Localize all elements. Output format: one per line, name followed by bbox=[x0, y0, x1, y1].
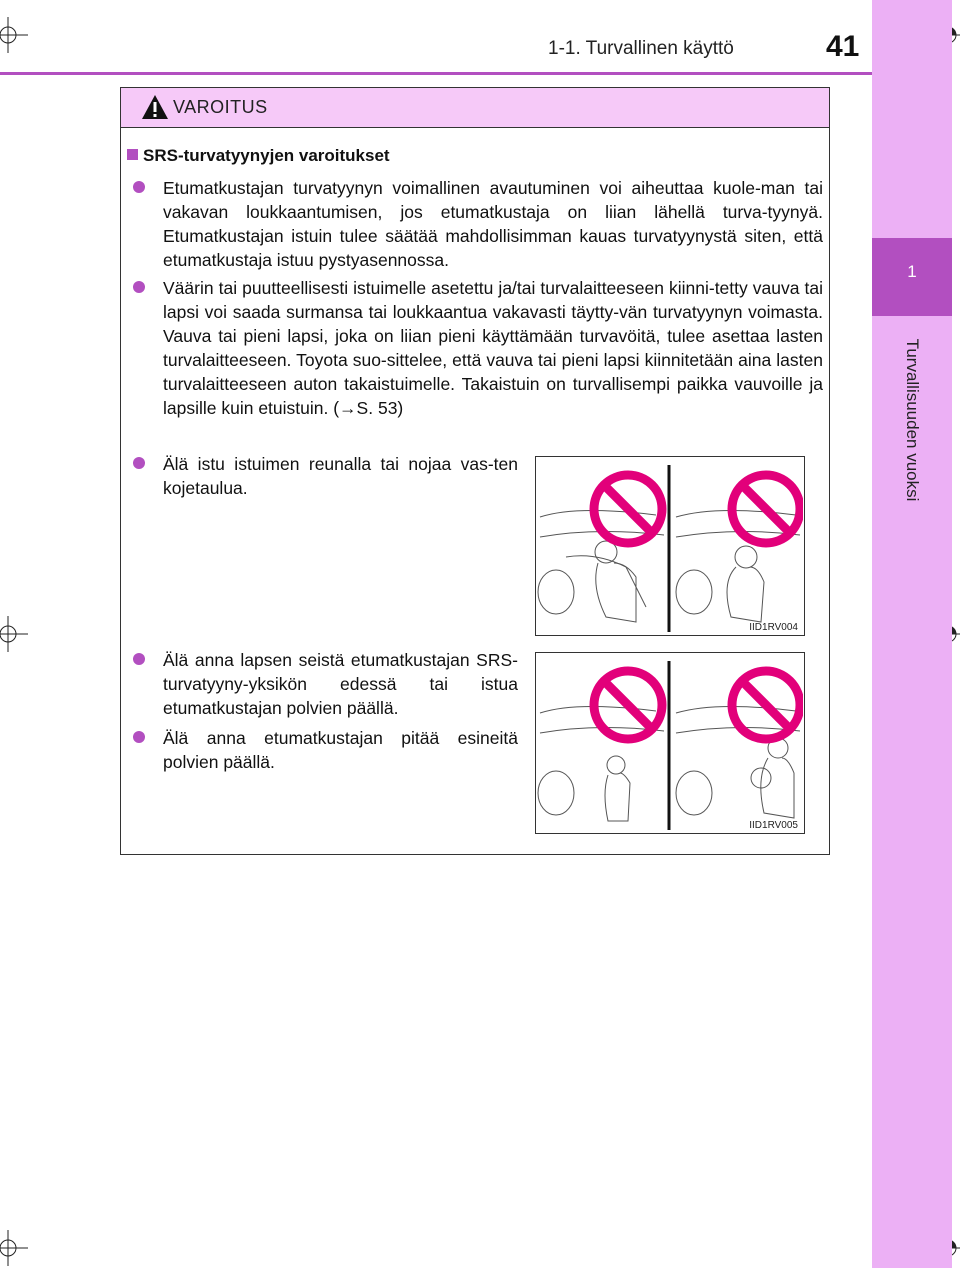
bullet-text: Älä anna etumatkustajan pitää esineitä polvien päällä. bbox=[163, 728, 518, 772]
square-bullet-icon bbox=[127, 149, 138, 160]
registration-mark-icon bbox=[0, 15, 30, 55]
list-item bbox=[133, 276, 823, 420]
warning-header bbox=[121, 88, 829, 128]
illustration-figure bbox=[535, 456, 805, 636]
illustration-figure bbox=[535, 652, 805, 834]
chapter-title: Turvallisuuden vuoksi bbox=[903, 338, 922, 502]
list-item bbox=[133, 176, 823, 272]
warning-triangle-icon bbox=[141, 94, 169, 120]
header-divider bbox=[0, 72, 872, 75]
figure-code: IID1RV004 bbox=[749, 622, 798, 633]
airbag-warning-illustration bbox=[536, 457, 803, 634]
section-header: 1-1. Turvallinen käyttö bbox=[548, 38, 734, 59]
warning-box bbox=[120, 87, 830, 855]
prohibition-icon bbox=[594, 475, 662, 543]
bullet-dot-icon bbox=[133, 181, 145, 193]
registration-mark-icon bbox=[0, 614, 30, 654]
bullet-dot-icon bbox=[133, 457, 145, 469]
prohibition-icon bbox=[732, 475, 800, 543]
bullet-text: Etumatkustajan turvatyynyn voimallinen avautuminen voi aiheuttaa kuole-man tai vakavan loukkaantumisen, jos etumatkustaja on liian lähellä turva-tyynyä. Etumatkustajan istuin tulee säätää mahdollisimman kauas turvatyynystä siten, että etumatkustaja istuu pystyasennossa. bbox=[163, 178, 823, 270]
bullet-text: Älä istu istuimen reunalla tai nojaa vas-ten kojetaulua. bbox=[163, 454, 518, 498]
warning-label: VAROITUS bbox=[173, 97, 268, 117]
bullet-dot-icon bbox=[133, 653, 145, 665]
figure-code: IID1RV005 bbox=[749, 820, 798, 831]
chapter-number: 1 bbox=[907, 262, 917, 281]
prohibition-icon bbox=[594, 671, 662, 739]
prohibition-icon bbox=[732, 671, 800, 739]
section-title: SRS-turvatyynyjen varoitukset bbox=[127, 146, 390, 166]
chapter-sidebar bbox=[872, 0, 952, 1268]
list-item bbox=[133, 648, 518, 720]
bullet-text: Väärin tai puutteellisesti istuimelle asetettu ja/tai turvalaitteeseen kiinni-tetty vauva tai lapsi voi saada surmansa tai loukkaantua vakavasti täytty-vän turvatyynyn voimasta. Vauva tai pieni lapsi, joka on liian pieni käyttämään turvavöitä, tulee asettaa lasten turvalaitteeseen. Toyota suo-sittelee, että vauva tai pieni lapsi kiinnitetään aina lasten turvalaitteeseen auton takaistuimelle. Takaistuin on turvallisempi paikka vauvoille ja lapsille kuin etuistuin. (→S. 53) bbox=[163, 278, 823, 418]
airbag-warning-illustration bbox=[536, 653, 803, 832]
page-number: 41 bbox=[826, 30, 860, 63]
registration-mark-icon bbox=[0, 1228, 30, 1268]
bullet-dot-icon bbox=[133, 281, 145, 293]
bullet-text: Älä anna lapsen seistä etumatkustajan SRS-turvatyyny-yksikön edessä tai istua etumatkustajan polvien päällä. bbox=[163, 650, 518, 718]
list-item bbox=[133, 726, 518, 774]
bullet-dot-icon bbox=[133, 731, 145, 743]
list-item bbox=[133, 452, 518, 500]
